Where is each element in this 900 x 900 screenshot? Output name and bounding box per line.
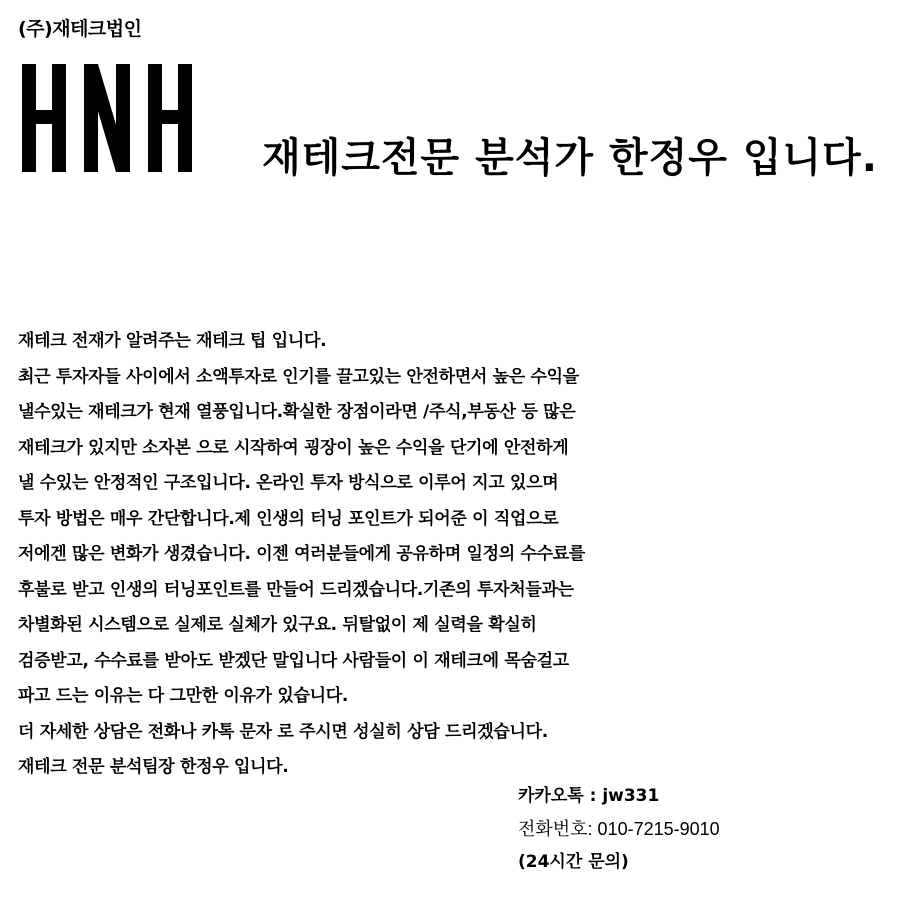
contact-hours: (24시간 문의) bbox=[518, 852, 629, 872]
body-line: 재테크가 있지만 소자본 으로 시작하여 굉장이 높은 수익을 단기에 안전하게 bbox=[18, 437, 569, 458]
kakao-id: 카카오톡 : jw331 bbox=[518, 786, 660, 806]
body-line: 저에겐 많은 변화가 생겼습니다. 이젠 여러분들에게 공유하며 일정의 수수료를 bbox=[18, 544, 586, 564]
body-line: 더 자세한 상담은 전화나 카톡 문자 로 주시면 성실히 상담 드리겠습니다. bbox=[18, 721, 548, 742]
body-line: 차별화된 시스템으로 실제로 실체가 있구요. 뒤탈없이 제 실력을 확실히 bbox=[18, 615, 537, 635]
body-line: 검증받고, 수수료를 받아도 받겠단 말입니다 사람들이 이 재테크에 목숨걸고 bbox=[18, 650, 569, 671]
body-line: 파고 드는 이유는 다 그만한 이유가 있습니다. bbox=[18, 686, 349, 706]
body-line: 재테크 전재가 알려주는 재테크 팁 입니다. bbox=[18, 331, 327, 351]
body-line: 투자 방법은 매우 간단합니다.제 인생의 터닝 포인트가 되어준 이 직업으로 bbox=[18, 508, 559, 529]
body-line: 낼수있는 재테크가 현재 열풍입니다.확실한 장점이라면 /주식,부동산 등 많은 bbox=[18, 402, 576, 422]
contact-info bbox=[518, 780, 888, 879]
body-text bbox=[18, 324, 738, 786]
body-line: 낼 수있는 안정적인 구조입니다. 온라인 투자 방식으로 이루어 지고 있으며 bbox=[18, 473, 559, 493]
company-name: (주)재테크법인 bbox=[18, 18, 142, 40]
phone-number: 전화번호: 010-7215-9010 bbox=[518, 819, 720, 839]
body-line: 후불로 받고 인생의 터닝포인트를 만들어 드리겠습니다.기존의 투자처들과는 bbox=[18, 579, 574, 600]
hnh-logo bbox=[22, 64, 192, 172]
headline: 재테크전문 분석가 한정우 입니다. bbox=[262, 135, 878, 181]
body-line: 최근 투자자들 사이에서 소액투자로 인기를 끌고있는 안전하면서 높은 수익을 bbox=[18, 366, 579, 387]
body-line: 재테크 전문 분석팀장 한정우 입니다. bbox=[18, 757, 289, 777]
